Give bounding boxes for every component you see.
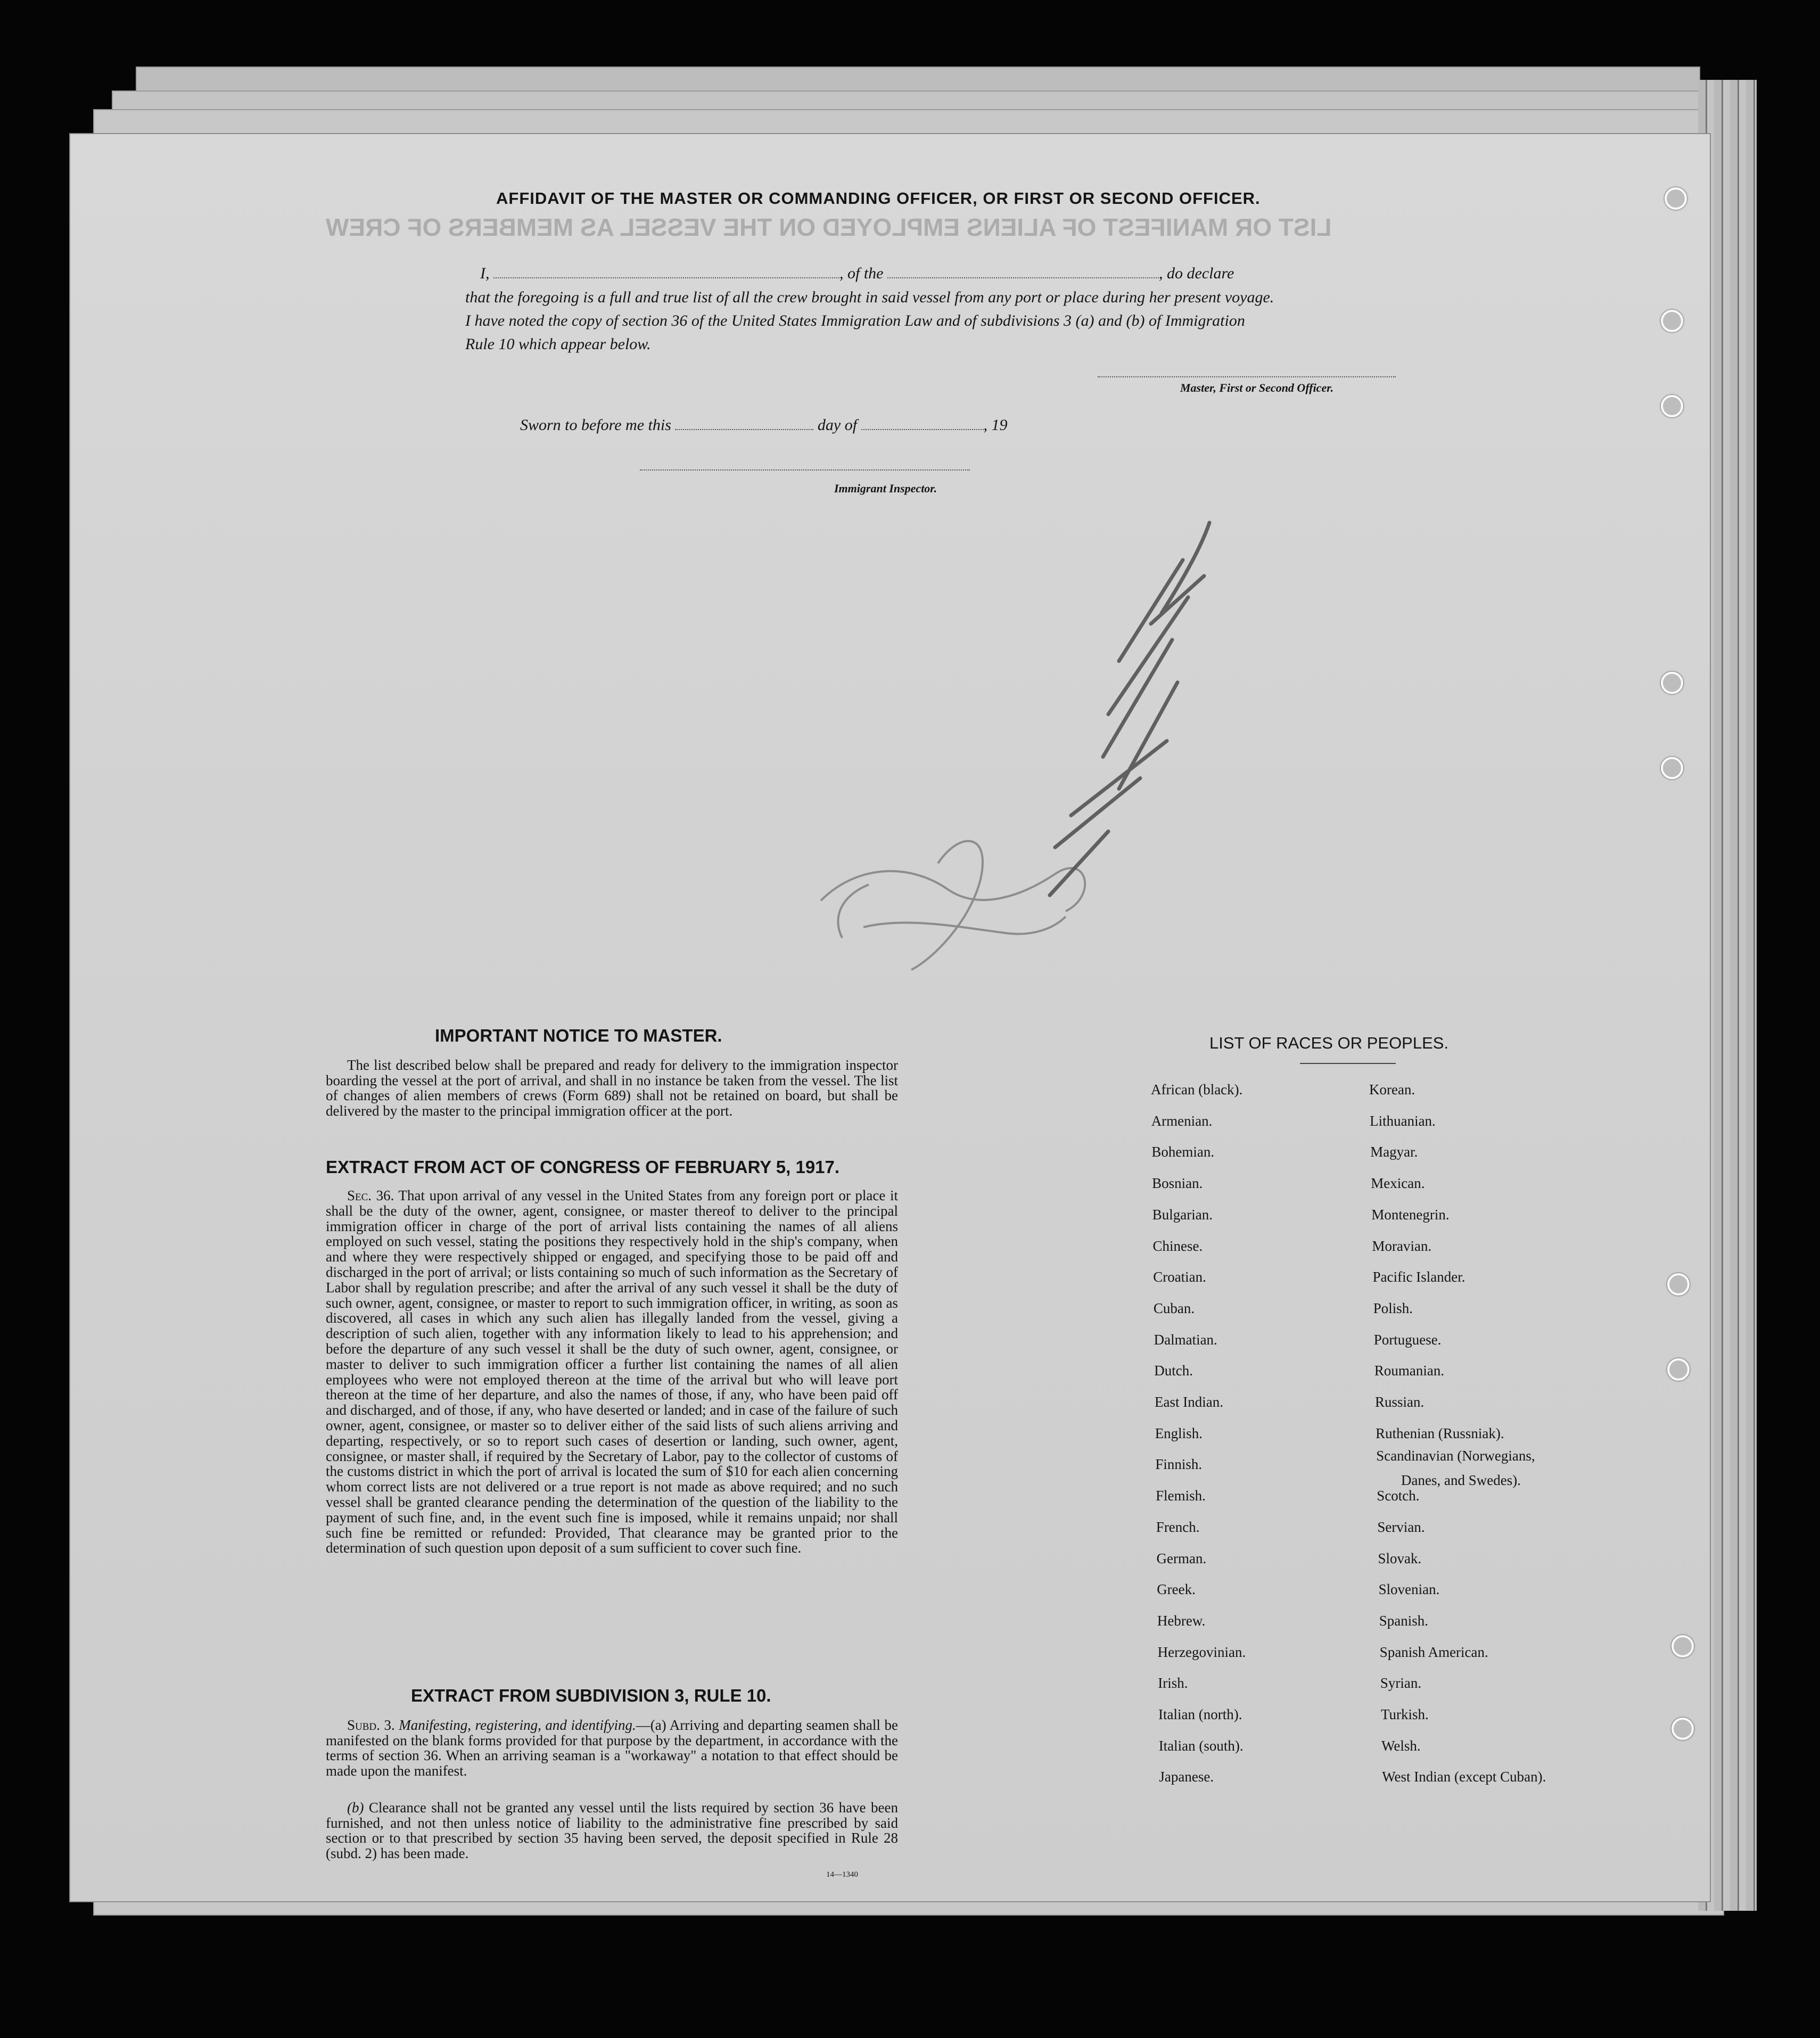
sworn-prefix: Sworn to before me this [520,416,671,434]
race-item: Scotch. [1377,1488,1420,1504]
inspector-label: Immigrant Inspector. [834,482,937,495]
race-item: Chinese. [1152,1237,1203,1254]
races-title-rule [1300,1063,1396,1064]
sworn-line [520,416,1008,434]
bleed-through-title: LIST OR MANIFEST OF ALIENS EMPLOYED ON THE VESSEL AS MEMBERS OF CREW [326,213,1332,241]
race-item: Ruthenian (Russniak). [1376,1425,1504,1441]
notice-body: The list described below shall be prepared and ready for delivery to the immigration inspector boarding the vessel at the port of arrival, and shall in no instance be taken from the vessel. The list of changes of alien members of crews (Form 689) shall not be retained on board, but shall be delivered by the master to the principal immigration officer at the port. [326,1057,898,1119]
race-item: Servian. [1377,1519,1425,1535]
form-number: 14—1340 [826,1870,858,1879]
race-item: Welsh. [1381,1737,1421,1754]
race-item: Bosnian. [1152,1175,1203,1192]
race-item: Lithuanian. [1370,1112,1436,1129]
race-item: Slovenian. [1378,1581,1440,1598]
master-signature-label: Master, First or Second Officer. [1180,381,1334,394]
race-item: Bohemian. [1151,1144,1215,1160]
affidavit-of-the: , of the [839,265,884,282]
race-item: Turkish. [1381,1706,1429,1722]
rule-para-b [326,1800,898,1861]
affidavit-line3: I have noted the copy of section 36 of the United States Immigration Law and of subdivisions 3 (a) and (b) of Immigration [465,312,1245,329]
extract-act-text [326,1188,898,1556]
affidavit-title: AFFIDAVIT OF THE MASTER OR COMMANDING OFFICER, OR FIRST OR SECOND OFFICER. [496,189,1261,208]
race-item: Herzegovinian. [1157,1644,1246,1660]
race-item: French. [1156,1519,1200,1535]
race-item: Bulgarian. [1152,1206,1213,1223]
vessel-blank [887,277,1159,278]
sworn-date-blank [675,429,813,430]
race-item: Pacific Islander. [1372,1269,1465,1285]
master-signature-line [1098,376,1396,377]
race-item: Spanish. [1379,1612,1428,1629]
manifest-page [69,133,1711,1902]
race-item: Armenian. [1151,1112,1213,1129]
race-item: Finnish. [1155,1456,1203,1473]
sec-36-body: That upon arrival of any vessel in the United States from any foreign port or place it shall be the duty of the owner, agent, consignee, or master thereof to deliver to the principal immigration officer in charge of the port of arrival lists containing the names of all aliens employed on such vessel, stating the positions they respectively hold in the ship's company, when and where they were respectively shipped or engaged, and specifying those to be paid off and discharged in the port of arrival; or lists containing so much of such information as the Secretary of Labor shall by regulation prescribe; and after the arrival of any such vessel it shall be the duty of such owner, agent, consignee, or master to report to such immigration officer, in writing, as soon as discovered, all cases in which any such alien has illegally landed from the vessel, giving a description of such alien, together with any information likely to lead to his apprehension; and before the departure of any such vessel it shall be the duty of such owner, agent, consignee, or master to deliver to such immigration officer a further list containing the names of all alien employees who were not employed thereon at the time of the arrival but who will leave port thereon at the time of her departure, and also the names of those, if any, who have been paid off and discharged, and of those, if any, who have deserted or landed; and in case of the failure of such owner, agent, consignee, or master so to deliver either of the said lists of such aliens arriving and departing, respectively, or so to report such cases of desertion or landing, such owner, agent, consignee, or master shall, if required by the Secretary of Labor, pay to the collector of customs of the customs district in which the port of arrival is located the sum of $10 for each alien concerning whom correct lists are not delivered or a true report is not made as above required; and no such vessel shall be granted clearance pending the determination of the question of the liability to the payment of such fine, and, in the event such fine is imposed, while it remains unpaid; nor shall such fine be remitted or refunded: Provided, That clearance may be granted prior to the determination of such question upon deposit of a sum sufficient to cover such fine. [326,1187,898,1556]
race-item: West Indian (except Cuban). [1382,1769,1546,1785]
punch-hole [1667,1273,1690,1296]
race-item: Slovak. [1378,1550,1422,1566]
affidavit-declare: , do declare [1159,265,1234,282]
affidavit-i: I, [480,265,490,282]
sworn-day: day of [817,416,858,434]
race-item: Mexican. [1371,1175,1425,1192]
race-item: Russian. [1375,1394,1424,1410]
race-item: Moravian. [1372,1237,1432,1254]
extract-act-title: EXTRACT FROM ACT OF CONGRESS OF FEBRUARY 5, 1917. [326,1157,840,1177]
race-item: Roumanian. [1374,1363,1445,1379]
sworn-month-blank [861,429,984,430]
punch-hole [1661,672,1683,694]
para-b-label: (b) [347,1800,364,1816]
race-item: Japanese. [1159,1769,1214,1785]
race-item: Polish. [1373,1300,1413,1316]
race-item: German. [1156,1550,1207,1566]
affidavit-line1 [480,265,1234,283]
subd-label: Subd. 3. [347,1717,395,1733]
races-title: LIST OF RACES OR PEOPLES. [1209,1034,1449,1052]
affidavit-line4: Rule 10 which appear below. [465,335,651,353]
race-item: Scandinavian (Norwegians, [1376,1448,1535,1464]
punch-hole [1667,1358,1690,1381]
race-item: Montenegrin. [1371,1206,1450,1223]
punch-hole [1671,1635,1694,1657]
race-item: Magyar. [1370,1144,1418,1160]
name-blank [493,277,839,278]
race-item: Korean. [1369,1082,1415,1098]
race-item: Portuguese. [1373,1331,1442,1348]
sworn-year: , 19 [983,416,1008,434]
race-item: Irish. [1158,1675,1188,1692]
race-item: African (black). [1151,1082,1243,1098]
punch-hole [1671,1718,1694,1740]
para-b-body: Clearance shall not be granted any vessel until the lists required by section 36 have been furnished, and not then unless notice of liability to the administrative fine prescribed by said section or to that prescribed by section 35 having been served, the deposit specified in Rule 28 (subd. 2) has been made. [326,1800,899,1861]
punch-hole [1661,310,1683,332]
race-item: Cuban. [1153,1300,1195,1316]
punch-hole [1665,187,1687,210]
race-item: Spanish American. [1379,1644,1488,1660]
rule-para-a [326,1718,898,1778]
handwritten-marks [682,459,1481,1098]
race-item: Dalmatian. [1154,1331,1217,1348]
race-item: Italian (south). [1158,1737,1243,1754]
race-item: Hebrew. [1157,1612,1206,1629]
subd-para-a: —(a) Arriving and departing seamen shall be manifested on the blank forms provided for that purpose by the department, in accordance with the terms of section 36. When an arriving seaman is a "workaway" a notation to that effect should be made upon the manifest. [326,1717,898,1779]
sec-36-label: Sec. 36. [347,1187,394,1203]
affidavit-line2: that the foregoing is a full and true list of all the crew brought in said vessel from any port or place during her present voyage. [465,288,1274,306]
race-item: Greek. [1157,1581,1196,1598]
race-item: Danes, and Swedes). [1401,1472,1521,1489]
punch-hole [1661,395,1683,417]
punch-hole [1661,757,1683,779]
notice-title: IMPORTANT NOTICE TO MASTER. [435,1026,722,1045]
race-item: English. [1155,1425,1203,1441]
race-item: Dutch. [1154,1363,1193,1379]
race-item: Syrian. [1380,1675,1422,1692]
race-item: East Indian. [1155,1394,1223,1410]
race-item: Italian (north). [1158,1706,1242,1722]
extract-rule-title: EXTRACT FROM SUBDIVISION 3, RULE 10. [411,1686,771,1705]
subd-heading: Manifesting, registering, and identifying. [399,1717,636,1733]
race-item: Croatian. [1153,1269,1206,1285]
race-item: Flemish. [1156,1488,1206,1504]
